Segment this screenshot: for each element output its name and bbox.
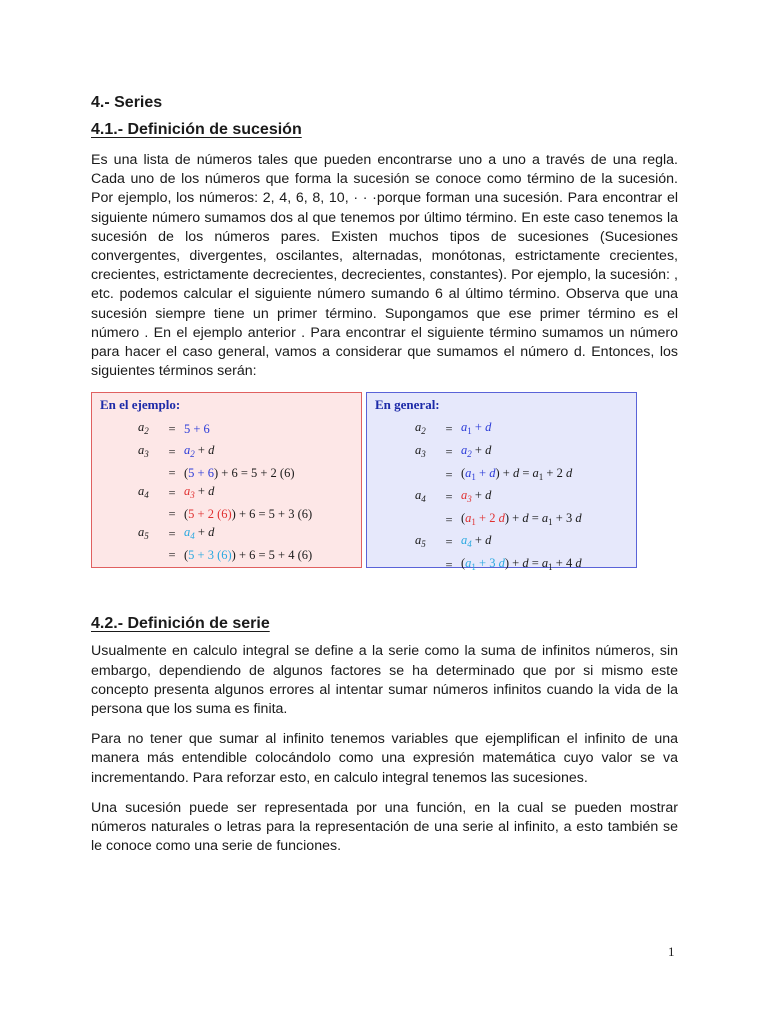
equation-lhs <box>138 546 160 565</box>
document-page <box>91 92 678 867</box>
equation-lhs: $a_4$ <box>138 484 149 501</box>
equals-sign: = <box>168 465 176 480</box>
equation-rhs: $a_4 + d$ <box>461 533 492 550</box>
equation-row <box>138 546 312 565</box>
equation-row <box>415 418 582 441</box>
equals-sign: = <box>445 558 453 572</box>
equation-rhs: $a_3 + d$ <box>184 484 215 501</box>
equation-lhs <box>138 464 160 483</box>
paragraph-serie-2: Para no tener que sumar al infinito tenemos variables que ejemplifican el infinito de una manera más entendible colocándolo como una expresión matemática cuyo valor se va incrementando. Para reforzar esto, en calculo integral tenemos las sucesiones. <box>91 731 678 786</box>
equals-sign: = <box>445 490 453 505</box>
equation-lhs: $a_5$ <box>138 525 149 542</box>
equation-lhs <box>138 505 160 524</box>
equation-row <box>138 441 312 464</box>
equation-row <box>415 486 582 509</box>
equation-rhs: $a_3 + d$ <box>461 488 492 505</box>
equation-row <box>138 505 312 524</box>
equals-sign: = <box>168 445 176 460</box>
paragraph-serie-3: Una sucesión puede ser representada por una función, en la cual se pueden mostrar números naturales o letras para la representación de una serie al infinito, a esto también se le conoce como una serie de funciones. <box>91 799 678 855</box>
paragraph-serie-1: Usualmente en calculo integral se define a la serie como la suma de infinitos números, sin embargo, dependiendo de algunos factores se ha determinado que por si mismo este concepto presenta algunos errores al intentar sumar números infinitos cuando la vida de la persona que los suma es finita. <box>91 643 678 718</box>
equation-rhs: $a_2 + d$ <box>461 443 492 460</box>
equation-lhs <box>415 464 437 487</box>
equals-sign: = <box>445 422 453 437</box>
equals-sign: = <box>445 535 453 550</box>
equation-rhs: $a_1 + d$ <box>461 420 492 437</box>
equals-sign: = <box>168 506 176 521</box>
equals-sign: = <box>445 445 453 460</box>
equation-row <box>415 464 582 487</box>
equation-row <box>138 482 312 505</box>
equation-row <box>415 554 582 577</box>
equals-sign: = <box>168 548 176 562</box>
subsection-title-serie: 4.2.- Definición de serie <box>91 615 270 633</box>
equation-row <box>415 441 582 464</box>
equation-lhs <box>415 509 437 532</box>
subsection-title-sucesion: 4.1.- Definición de sucesión <box>91 121 302 138</box>
equation-rhs: 5 + 6 <box>184 422 210 437</box>
page-number: 1 <box>668 944 675 959</box>
equation-rhs: $a_2 + d$ <box>184 443 215 460</box>
equation-row <box>415 509 582 532</box>
equation-lhs: $a_3$ <box>138 443 149 460</box>
formula-boxes <box>91 392 637 572</box>
equation-lhs <box>415 554 437 577</box>
equals-sign: = <box>168 527 176 542</box>
equation-row <box>138 523 312 546</box>
equation-row <box>415 531 582 554</box>
equation-lhs: $a_5$ <box>415 533 426 550</box>
paragraph-sucesion: Es una lista de números tales que pueden encontrarse uno a uno a través de una regla. Cada uno de los números que forma la sucesión se conoce como término de la sucesión. Por ejemplo, los números: 2, 4, 6, 8, 10, · · ·porque forman una sucesión. Para encontrar el siguiente número sumamos dos al que tenemos por último término. En este caso tenemos la sucesión de los números pares. Existen muchos tipos de sucesiones (Sucesiones convergentes, divergentes, oscilantes, alternadas, monótonas, estrictamente crecientes, crecientes, estrictamente decrecientes, decrecientes, constantes). Por ejemplo, la sucesión: , etc. podemos calcular el siguiente número sumando 6 al último término. Observa que una sucesión siempre tiene un primer término. Supongamos que ese primer término es el número . En el ejemplo anterior . Para encontrar el siguiente término sumamos un número para hacer el caso general, vamos a considerar que sumamos el número d. Entonces, los siguientes términos serán: <box>91 152 678 380</box>
general-box-title: En general: <box>375 397 440 413</box>
section-serie <box>91 613 678 856</box>
equation-rhs: (5 + 6) + 6 = 5 + 2 (6) <box>184 465 295 480</box>
equals-sign: = <box>445 512 453 527</box>
example-equations <box>138 418 312 564</box>
equation-lhs: $a_4$ <box>415 488 426 505</box>
equation-lhs: $a_2$ <box>415 420 426 437</box>
equation-rhs: (5 + 3 (6)) + 6 = 5 + 4 (6) <box>184 548 313 562</box>
equation-row <box>138 418 312 441</box>
equation-rhs: (5 + 2 (6)) + 6 = 5 + 3 (6) <box>184 506 313 521</box>
equation-rhs: $(a_1 + d) + d = a_1 + 2$ d <box>461 465 573 482</box>
general-box <box>366 392 637 572</box>
equation-row <box>138 464 312 483</box>
example-box <box>91 392 362 568</box>
equation-lhs: $a_3$ <box>415 443 426 460</box>
equation-rhs: ($a_1 + 3$ $d) + d = a_1 + 4$ d <box>461 556 582 572</box>
equation-lhs: $a_2$ <box>138 420 149 437</box>
equation-rhs: ($a_1 + 2$ $d) + d = a_1 + 3$ d <box>461 510 582 527</box>
equals-sign: = <box>168 422 176 437</box>
equals-sign: = <box>168 486 176 501</box>
example-box-title: En el ejemplo: <box>100 397 181 413</box>
general-equations <box>415 418 582 576</box>
equals-sign: = <box>445 467 453 482</box>
section-title: 4.- Series <box>91 94 163 111</box>
equation-rhs: $a_4 + d$ <box>184 525 215 542</box>
